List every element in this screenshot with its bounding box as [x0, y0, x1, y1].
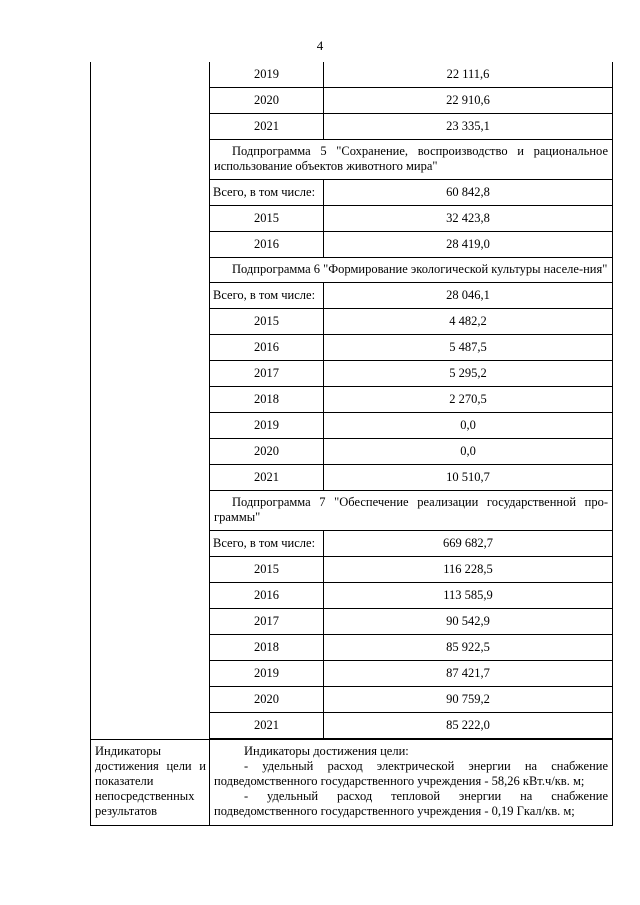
financing-label-cell: [91, 62, 210, 740]
indicators-heading: Индикаторы достижения цели:: [244, 744, 409, 758]
year-row: [210, 232, 612, 258]
total-value: 28 046,1: [324, 283, 613, 309]
total-value: 669 682,7: [324, 531, 613, 557]
year-row: [210, 687, 612, 713]
value-cell: 90 542,9: [324, 609, 613, 635]
year-cell: 2018: [210, 635, 324, 661]
year-row: [210, 387, 612, 413]
value-cell: 90 759,2: [324, 687, 613, 713]
subprogram-title-text: Подпрограмма 6 "Формирование экологической культуры населе-ния": [232, 262, 608, 276]
year-row: [210, 88, 612, 114]
subprogram-title-row: [210, 140, 612, 180]
year-row: [210, 206, 612, 232]
subprogram-title: [210, 491, 612, 531]
year-row: [210, 439, 612, 465]
year-row: [210, 309, 612, 335]
financing-table: [210, 62, 612, 739]
year-cell: 2016: [210, 583, 324, 609]
year-cell: 2015: [210, 309, 324, 335]
year-cell: 2020: [210, 88, 324, 114]
financing-row: [91, 62, 613, 740]
total-label: Всего, в том числе:: [210, 180, 324, 206]
value-cell: 2 270,5: [324, 387, 613, 413]
year-cell: 2021: [210, 465, 324, 491]
value-cell: 4 482,2: [324, 309, 613, 335]
value-cell: 5 295,2: [324, 361, 613, 387]
year-row: [210, 465, 612, 491]
year-row: [210, 661, 612, 687]
value-cell: 113 585,9: [324, 583, 613, 609]
year-cell: 2017: [210, 361, 324, 387]
indicators-row: [91, 740, 613, 826]
subprogram-title-row: [210, 491, 612, 531]
value-cell: 5 487,5: [324, 335, 613, 361]
total-row: [210, 283, 612, 309]
subprogram-title: [210, 258, 612, 283]
year-cell: 2015: [210, 206, 324, 232]
value-cell: 85 222,0: [324, 713, 613, 739]
year-cell: 2015: [210, 557, 324, 583]
total-value: 60 842,8: [324, 180, 613, 206]
value-cell: 87 421,7: [324, 661, 613, 687]
year-cell: 2021: [210, 114, 324, 140]
subprogram-title-text: Подпрограмма 5 "Сохранение, воспроизводство и рациональное использование объектов животного мира": [214, 144, 608, 173]
year-row: [210, 335, 612, 361]
year-row: [210, 713, 612, 739]
passport-table: [90, 62, 613, 826]
value-cell: 10 510,7: [324, 465, 613, 491]
total-label: Всего, в том числе:: [210, 283, 324, 309]
year-cell: 2019: [210, 62, 324, 88]
financing-values-cell: [210, 62, 613, 740]
value-cell: 116 228,5: [324, 557, 613, 583]
year-row: [210, 413, 612, 439]
value-cell: 23 335,1: [324, 114, 613, 140]
value-cell: 0,0: [324, 439, 613, 465]
year-cell: 2016: [210, 232, 324, 258]
year-row: [210, 583, 612, 609]
value-cell: 0,0: [324, 413, 613, 439]
value-cell: 22 910,6: [324, 88, 613, 114]
indicators-text-cell: [210, 740, 613, 826]
indicator-item: - удельный расход тепловой энергии на снабжение подведомственного государственного учреждения - 0,19 Гкал/кв. м;: [214, 789, 608, 818]
subprogram-title-row: [210, 258, 612, 283]
year-row: [210, 635, 612, 661]
year-row: [210, 114, 612, 140]
year-cell: 2019: [210, 661, 324, 687]
year-row: [210, 62, 612, 88]
subprogram-title: [210, 140, 612, 180]
value-cell: 32 423,8: [324, 206, 613, 232]
year-cell: 2021: [210, 713, 324, 739]
indicators-label: Индикаторы достижения цели и показатели непосредственных результатов: [95, 744, 206, 818]
indicators-text: [210, 740, 612, 825]
total-row: [210, 531, 612, 557]
total-label: Всего, в том числе:: [210, 531, 324, 557]
indicators-label-cell: [91, 740, 210, 826]
year-cell: 2019: [210, 413, 324, 439]
year-row: [210, 557, 612, 583]
year-cell: 2016: [210, 335, 324, 361]
indicator-item: - удельный расход электрической энергии на снабжение подведомственного государственного учреждения - 58,26 кВт.ч/кв. м;: [214, 759, 608, 788]
year-cell: 2017: [210, 609, 324, 635]
year-row: [210, 361, 612, 387]
year-cell: 2018: [210, 387, 324, 413]
year-cell: 2020: [210, 687, 324, 713]
subprogram-title-text: Подпрограмма 7 "Обеспечение реализации государственной про-граммы": [214, 495, 608, 524]
year-cell: 2020: [210, 439, 324, 465]
page-number: 4: [316, 38, 324, 53]
value-cell: 85 922,5: [324, 635, 613, 661]
value-cell: 28 419,0: [324, 232, 613, 258]
value-cell: 22 111,6: [324, 62, 613, 88]
year-row: [210, 609, 612, 635]
total-row: [210, 180, 612, 206]
